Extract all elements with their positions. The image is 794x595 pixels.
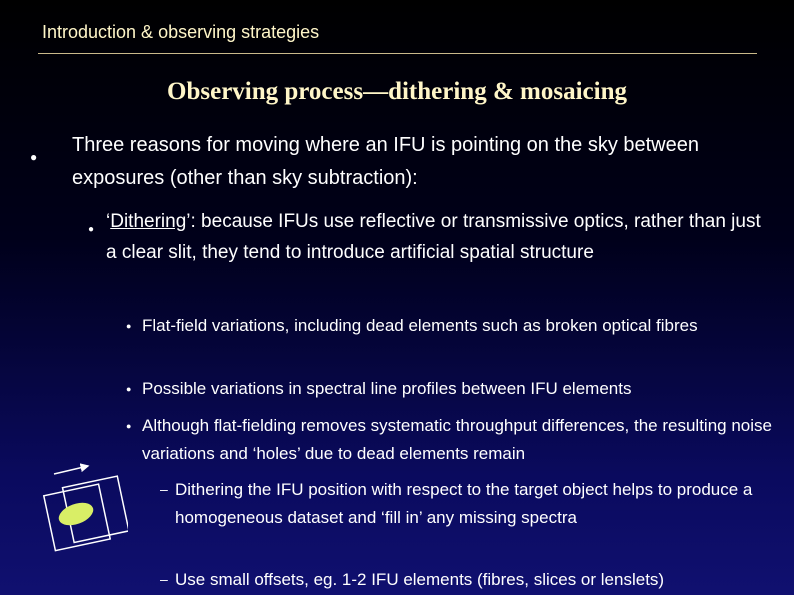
bullet-marker: ● (126, 421, 132, 431)
bullet-l4-dithering-position: Dithering the IFU position with respect to the target object helps to produce a homogeneous dataset and ‘fill in’ any missing spectra (175, 480, 753, 527)
bullet-marker: ● (126, 321, 132, 331)
bullet-l3-flatfield: Flat-field variations, including dead elements such as broken optical fibres (142, 316, 698, 335)
dash-marker: – (160, 571, 168, 587)
header-divider (38, 53, 757, 54)
bullet-l2-dithering (106, 206, 766, 268)
quote-open: ‘ (106, 211, 111, 232)
dash-marker: – (160, 481, 168, 497)
target-object (56, 498, 97, 529)
bullet-marker: ● (30, 150, 38, 164)
section-header: Introduction & observing strategies (42, 22, 320, 42)
slide-title: Observing process—dithering & mosaicing (167, 78, 627, 105)
bullet-l4-small-offsets: Use small offsets, eg. 1-2 IFU elements (fibres, slices or lenslets) (175, 570, 665, 589)
dithering-description: ’: because IFUs use reflective or transmissive optics, rather than just a clear slit, they tend to introduce artificial spatial structure (106, 211, 761, 263)
bullet-l3-spectral: Possible variations in spectral line profiles between IFU elements (142, 379, 632, 398)
bullet-l1: Three reasons for moving where an IFU is pointing on the sky between exposures (other than sky subtraction): (72, 134, 699, 189)
dither-offset-diagram-icon (38, 462, 128, 552)
bullet-marker: ● (88, 224, 95, 235)
dithering-term: Dithering (110, 211, 187, 232)
bullet-marker: ● (126, 384, 132, 394)
bullet-l3-noise: Although flat-fielding removes systematic throughput differences, the resulting noise variations and ‘holes’ due to dead elements remain (142, 416, 772, 463)
offset-arrow (54, 466, 88, 474)
